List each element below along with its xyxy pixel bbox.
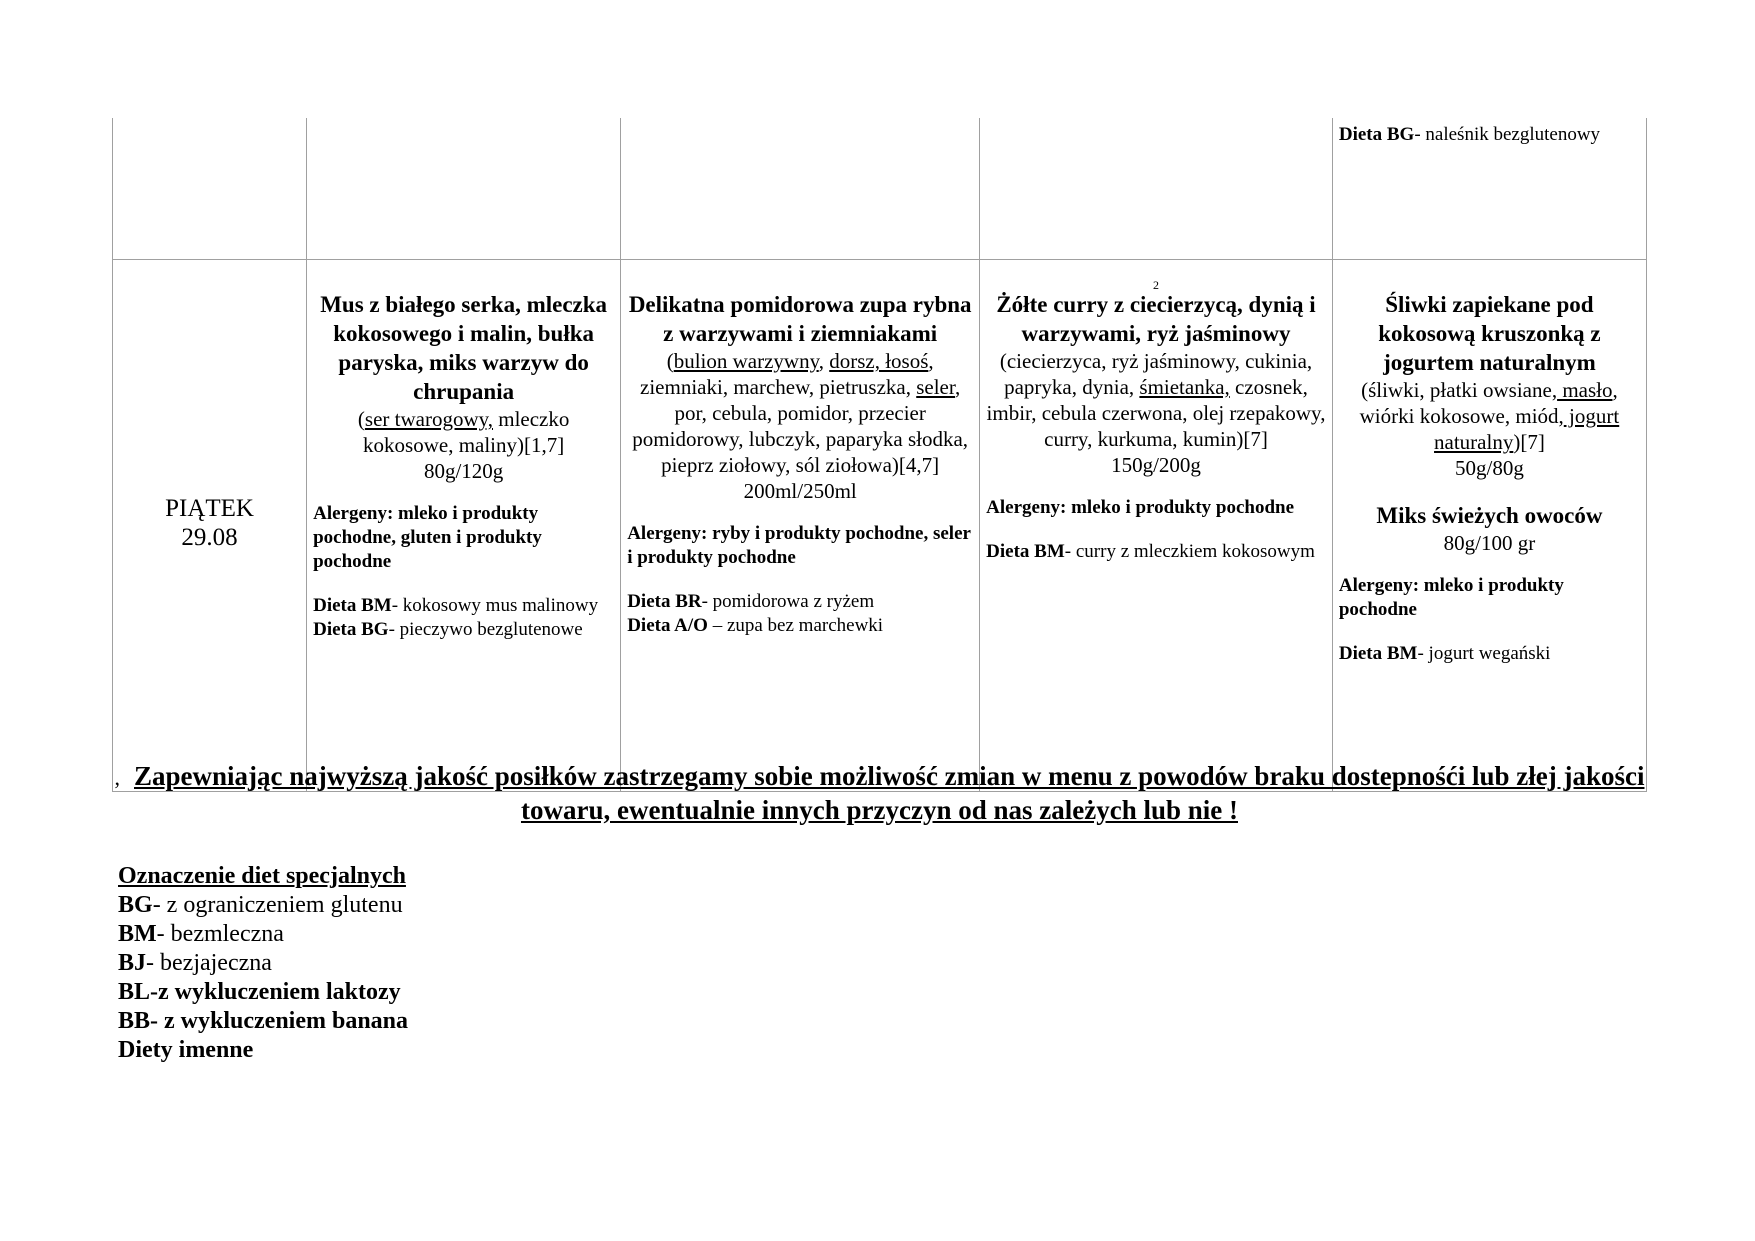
ing-part: mleczko kokosowe, maliny)[1,7] [363,407,570,457]
breakfast-cell [307,260,621,792]
dessert-cell [1332,260,1646,792]
ing-part: )[7] [1513,430,1545,454]
day-name: PIĄTEK [165,494,254,522]
diet-text: – zupa bez marchewki [707,615,884,636]
diet-text: - jogurt wegański [1417,643,1551,664]
table-cell [980,118,1333,260]
diet-text: - pomidorowa z ryżem [701,591,875,612]
diet-label: Dieta BG [1338,124,1415,145]
legend-text: - bezjajeczna [146,950,272,976]
legend-code: BL [118,979,151,1005]
ing-allergen: jogurt naturalny [1434,404,1620,454]
table-cell [307,118,621,260]
day-date: 29.08 [181,523,238,551]
diet-text: - pieczywo bezglutenowe [388,619,583,640]
legend-text: - z ograniczeniem glutenu [152,892,403,918]
legend-text: - z wykluczeniem banana [150,1008,409,1034]
diet-text: - curry z mleczkiem kokosowym [1064,541,1315,562]
allergens: Alergeny: ryby i produkty pochodne, seler i produkty pochodne [627,523,971,568]
notice-text: Zapewniając najwyższą jakość posiłków zastrzegamy sobie możliwość zmian w menu z powodów braku dostepnośći lub złej jakości towaru, ewentualnie innych przyczyn od nas zależych lub nie ! [134,761,1645,825]
table-cell [621,118,980,260]
diet-label: Dieta BR [627,591,702,612]
ing-part: , wiórki kokosowe, miód, [1359,378,1618,428]
notice-lead: , [114,765,120,790]
allergens: Alergeny: mleko i produkty pochodne [1338,575,1564,620]
portion: 80g/120g [423,459,504,483]
ing-allergen: masło [1557,378,1613,402]
legend-text: -z wykluczeniem laktozy [150,979,401,1005]
legend-item: Diety imenne [118,1037,254,1063]
ingredients [313,406,614,458]
legend-code: BM [118,921,157,947]
dish-title: Delikatna pomidorowa zupa rybna z warzywami i ziemniakami [628,292,972,346]
diet-label: Dieta BG [313,619,389,640]
legend-item [118,1007,408,1036]
diet-text: - naleśnik bezglutenowy [1414,124,1601,145]
diet-note [1339,642,1640,666]
legend-code: BB [118,1008,151,1034]
legend-item [118,949,408,978]
legend-item [118,978,408,1007]
legend-code: BG [118,892,153,918]
ing-part: czosnek, imbir, cebula czerwona, olej rzepakowy, curry, kurkuma, kumin)[7] [986,375,1326,451]
legend-item [118,920,408,949]
diet-legend [118,862,408,1065]
ing-part: , ziemniaki, marchew, pietruszka, [640,349,934,399]
ingredients [1339,377,1640,455]
dish-title: Mus z białego serka, mleczka kokosowego i malin, bułka paryska, miks warzyw do chrupania [320,292,608,404]
dish-title: Śliwki zapiekane pod kokosową kruszonką z jogurtem naturalnym [1378,292,1601,375]
ing-part: , por, cebula, pomidor, przecier pomidorowy, lubczyk, paparyka słodka, pieprz ziołowy, sól ziołowa)[4,7] [632,375,969,477]
portion: 200ml/250ml [743,479,857,503]
ing-part: (śliwki, płatki owsiane, [1361,378,1558,402]
legend-heading: Oznaczenie diet specjalnych [118,863,406,889]
diet-note [627,614,973,638]
ing-part: ( [357,407,365,431]
menu-change-notice [112,760,1647,827]
portion: 150g/200g [1111,453,1201,477]
diet-label: Dieta BM [986,541,1065,562]
legend-text: - bezmleczna [156,921,284,947]
diet-note [313,618,614,642]
day-cell [113,260,307,792]
dish-title: Miks świeżych owoców [1376,503,1603,528]
diet-note [1339,123,1640,147]
ing-allergen: śmietanka, [1139,375,1230,399]
main-dish-cell [980,260,1333,792]
table-cell [113,118,307,260]
superscript-mark: 2 [1153,278,1159,292]
ing-allergen: ser twarogowy, [364,407,493,431]
diet-note [627,590,973,614]
table-row [113,118,1647,260]
ing-allergen: seler [916,375,956,399]
ingredients [986,348,1326,452]
table-row [113,260,1647,792]
dish-title: Żółte curry z ciecierzycą, dynią i warzywami, ryż jaśminowy [996,292,1316,346]
ing-part: (ciecierzyca, ryż jaśminowy, cukinia, papryka, dynia, [999,349,1313,399]
diet-text: - kokosowy mus malinowy [391,595,599,616]
ing-part: , [818,349,830,373]
soup-cell [621,260,980,792]
ing-allergen: dorsz, łosoś [829,349,929,373]
diet-label: Dieta BM [313,595,392,616]
portion: 50g/80g [1455,456,1524,480]
diet-note [313,594,614,618]
ingredients [627,348,973,478]
diet-label: Dieta BM [1338,643,1418,664]
ing-part: ( [666,349,674,373]
diet-note [986,540,1326,564]
ing-allergen: bulion warzywny [673,349,819,373]
legend-code: BJ [118,950,147,976]
diet-label: Dieta A/O [627,615,708,636]
allergens: Alergeny: mleko i produkty pochodne, gluten i produkty pochodne [313,503,542,572]
table-cell [1332,118,1646,260]
portion: 80g/100 gr [1443,531,1536,555]
menu-table [112,118,1647,792]
legend-item [118,891,408,920]
allergens: Alergeny: mleko i produkty pochodne [986,497,1295,518]
